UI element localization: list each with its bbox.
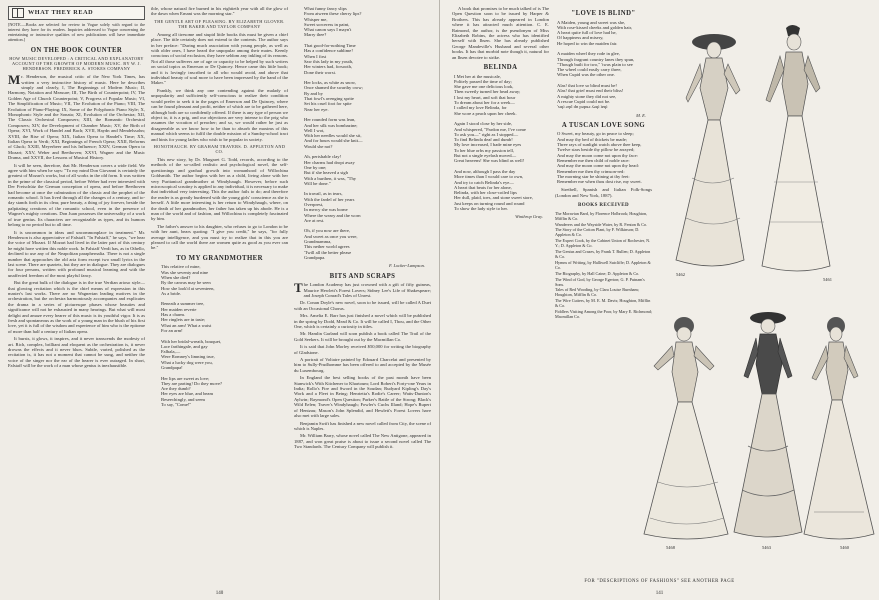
poem-line: Of happiness and misery, <box>557 35 604 41</box>
book-entry-heading: HOW MUSIC DEVELOPED : A CRITICAL AND EXPLANATORY ACCOUNT OF THE GROWTH OF MODERN MUSIC. BY W. J. HENDERSON. FREDERICK A. STOKES COMPANY <box>9 56 144 72</box>
fashion-illustration-5463 <box>728 306 808 544</box>
poem-line: That good-for-nothing Time <box>304 43 356 49</box>
review-paragraph: ible, whose natural fire burned in his eightieth year with all the glow of the dawn when Ernani was the morning star." <box>151 6 288 17</box>
poem-line: With her bridal-wreath, bouquet, <box>161 338 222 344</box>
review-paragraph: The father's answer to his daughter, who refuses to go to London to be with her aunt, bears quoting: "I give you credit," he says, "for fully average intelligence, and you must try to realize that in this you are pleased to call the world there are women quite as good as you ever can be." <box>151 223 288 251</box>
figure-number: 5462 <box>676 272 685 277</box>
poem-line: 'sıɥʇ ǝʞıl dn pǝpuǝ ʎǝɥʇ ʇɐɥʇ <box>557 104 608 110</box>
poem-line: What canon says I mayn't <box>304 27 352 33</box>
poem-line: By and by <box>304 90 323 96</box>
figure-number: 5461 <box>823 277 832 282</box>
news-paragraph: A book that promises to be much talked of is The Open Question soon to be issued by Harper & Brothers. This has already appeared in London where it has attracted much attention. C. E. Raimond, the author, is the pseudonym of Miss Elizabeth Robins, the actress who has identified herself with Ibsen. She has already published George Mandeville's Husband and several other books. It has that morbid note though it, natural for an Ibsen devotee to strike. <box>452 6 549 60</box>
right-columns <box>452 6 652 360</box>
poem-line: Done their worst. <box>304 69 337 75</box>
poem-line: When she died? <box>161 274 191 280</box>
poem-line: This relative of mine, <box>161 264 201 270</box>
poem-line: Set his cruel foot for spite <box>304 101 352 107</box>
review-paragraph: It will be seen, therefore, that Mr. Henderson covers a wide field. We agree with him when he says: "To my mind Don Giovanni is certainly the greatest of Mozart's works, but of all works in the old form. It was written in the prime of the classical period, before Weber had ever interested with Der Freischütz the German conception of opera, and before Beethoven had become at once the culmination of the classic and the prophet of the romantic school. It has lived through all the changes of a century, and to-day stands forth in its clear, pure beauty, a thing of joy forever, beside the palpitating creations of the romantic school, even in the presence of Wagner's mighty creations. Don Juan possesses the universality of a work of true genius. Its characters are recognizable as types, and its humors belong to no period but to all time. <box>8 162 145 228</box>
poem-line: I called my love Belinda, for <box>454 105 507 111</box>
poem-line: By the canvas may be seen <box>161 280 211 286</box>
poem-line: Her eyes are blue, and beam <box>161 391 214 397</box>
poem-line: Ah, perishable clay! <box>304 154 342 160</box>
fashion-illustration-5468 <box>640 312 732 544</box>
poem-line: Her lips are sweet as love; <box>161 375 210 381</box>
poem-line: To find Belinda deaf and dumb! <box>454 137 513 143</box>
book-list-item: The Wire Cutters, by M. E. M. Davis; Houghton, Mifflin & Co. <box>555 298 651 309</box>
book-entry-heading: THE GENTLE ART OF PLEASING. BY ELIZABETH GLOVER. THE BAKER AND TAYLOR COMPANY <box>154 18 285 29</box>
poem-line: A maiden wheel they rode in glee, <box>557 51 620 57</box>
poem-line: With her needles would she sit, <box>304 133 362 139</box>
poem-line: And her silk was bombazine; <box>304 122 358 128</box>
poem-line: Grandpapa! <box>161 364 183 370</box>
open-book-icon <box>12 8 24 18</box>
column-title: BITS AND SCRAPS <box>329 272 396 280</box>
poem-line: Through fragrant country lanes they spun, <box>557 56 635 62</box>
poem-line: But not a single eyelash moved— <box>454 153 517 159</box>
poem-line: Beseechingly, and seem <box>161 396 205 402</box>
poem-line: In mercy she was borne <box>304 207 348 213</box>
book-list-item: The Biography, by Hall Caine; D. Appleton & Co. <box>555 270 640 276</box>
book-list-item: Fiddlers Visiting Among the Poor, by Mary E. Richmond; Macmillan Co. <box>555 309 652 319</box>
poem-line: A Maiden, young and sweet was she, <box>557 19 626 25</box>
poem-line: Marry thee? <box>304 32 327 38</box>
section-header-title: WHAT THEY READ <box>28 9 94 17</box>
poem-title: A TUSCAN LOVE SONG <box>561 121 646 129</box>
poem-line: To show the lady style to her. <box>454 205 508 211</box>
book-list-item: The Genius and Crazes, by Frank T. Bullen; D. Appleton & Co. <box>555 249 651 259</box>
poem-line: A heart quite full of love had he, <box>557 30 617 36</box>
article-title: ON THE BOOK COUNTER <box>30 46 123 54</box>
section-header-box <box>8 6 145 20</box>
poem-title: TO MY GRANDMOTHER <box>176 254 263 262</box>
poem-line: Falbala,— <box>161 349 181 355</box>
poem-line: And now, although I pass the day <box>454 168 516 174</box>
poem-line: A rescue Cupid could not be. <box>557 98 611 104</box>
left-column-1 <box>8 6 145 586</box>
poem-line: Alas! that grief must end their bliss! <box>557 88 624 94</box>
illustrations-caption: FOR "DESCRIPTIONS OF FASHIONS" SEE ANOTHER PAGE <box>584 579 735 584</box>
poem-line: Her rounded form was lean, <box>304 117 356 123</box>
book-list-item: The Story of the Cotton Plant, by F. Wilkinson; D. Appleton & Co. <box>555 227 640 238</box>
poem-line: When Cupid was the other one. <box>557 72 615 78</box>
poem-belinda <box>454 74 549 212</box>
poem-line: Near her eye. <box>304 106 329 112</box>
poem-line: Politely passed the time of day; <box>454 78 512 84</box>
poem-line: To dream about her for a week— <box>454 100 515 106</box>
poem-line: Her ringlets are in taste; <box>161 317 206 323</box>
left-column-3 <box>294 6 431 586</box>
book-list-item: The Wind of God, by George Egerton; G. P. Putnam's Sons. <box>555 276 645 287</box>
poem-line: Alas! that love so blind must be! <box>557 83 617 89</box>
poem-signature: M. E. <box>636 112 646 118</box>
left-columns <box>8 6 431 586</box>
poem-line: Remember me then thy crimson-red: <box>557 168 625 174</box>
editor-note: [NOTE.—Books are selected for review in Vogue solely with regard to the interest they have for its readers. Inquiries addressed to Vogue concerning the entertaining or instructive qualities of new publications will have immediate attention.] <box>8 22 145 42</box>
poem-line: Sweet sorceress in paint, <box>304 21 350 27</box>
right-column-2 <box>555 6 652 360</box>
poem-line: I lost my heart, and soft that hour <box>454 94 516 100</box>
poem-line: Well I wot, <box>304 127 325 133</box>
poem-line: But if she heaved a sigh <box>304 170 349 176</box>
gown-figure-icon <box>728 306 808 544</box>
review-paragraph: Among all tiresome and stupid little books this must be given a chief place. The title certainly does not extend to the contents. The author says in her preface: "During much association with young people, as well as with older ones, I have heard the unpopular among their mates. Keenly conscious of social exclusion, they have seldom any inkling of its reasons. Not all those sufferers are of age or capacity to be helped by such writers on social topics as Emerson or De Quincey. Hence came this little book; and it is lovingly inscribed to all who would avoid, and above that individual beauty of soul more to have been impressed by the hand of the Maker." <box>151 31 288 86</box>
poem-line: She wore a peach upon her cheek. <box>454 110 517 116</box>
poem-line: And try to catch Belinda's eye— <box>454 179 514 185</box>
poem-line: And sweet as once you were, <box>304 233 358 239</box>
page-number: 141 <box>655 591 664 596</box>
poem-line: The morning star be shining at thy feet: <box>557 173 630 179</box>
poem-line: I Met her at the musicale, <box>454 73 501 79</box>
poem-line: My love increased, I bade mine eyes <box>454 142 522 148</box>
poem-line: A heart that beats for her alone, <box>454 184 512 190</box>
poem-line: And may thy bed of thickets be made; <box>557 136 628 142</box>
book-list-item: The Expert Cook, by the Cabinet Union of Rochester, N. Y.; D. Appleton & Co. <box>555 238 651 249</box>
poem-line: Again I stood close by her side, <box>454 121 513 127</box>
news-paragraph: A portrait of Voltaire painted by Edouard Charcelat and presented by him to Sully-Prudhomme has been offered to and accepted by the Musée du Luxembourg. <box>294 357 431 373</box>
poem-line: To her blue orbs my passion tell, <box>454 147 515 153</box>
book-list-item: Wanderers and the Wayside Water, by R. Fenton & Co. <box>555 221 648 227</box>
poem-line: Her dull, plaid, toes, and stone sweet store, <box>454 195 533 201</box>
poem-line: A mighty stone they did not see, <box>557 93 617 99</box>
poem-line: The wheel could easily carry three, <box>557 67 622 73</box>
poem-line: In travail, as in tears, <box>304 191 343 197</box>
poem-line: That fowl's avenging sprite <box>304 96 354 102</box>
figure-number: 5463 <box>762 545 771 550</box>
poem-line: And for hours would she knit— <box>304 138 363 144</box>
fashion-illustration-5460 <box>802 312 878 544</box>
poem-line: O Sweet, my beauty, go in peace to sleep; <box>557 131 634 137</box>
left-column-2 <box>151 6 288 586</box>
gown-figure-icon <box>640 312 732 544</box>
poem-line: Grandmamma, <box>304 239 332 245</box>
poem-line: To ask you—" right as I stopped— <box>454 131 519 137</box>
poem-line: With rose-kissed cheeks and golden hair, <box>557 24 633 30</box>
review-paragraph: But the great bulk of the dialogue is in the true Verdian arioso style—that glowing recitation which is the chief means of expression in this master's last works. There are no Wagnerian leading motives in the orchestration, but the orchestra harmoniously accompanies and explicates the drama in a series of picturesque phases whose beauties and significance will not be exhausted in many hearings. But what will most delight and amaze every hearer of this music is its youthful vigor. It is as fresh and spontaneous as the work of a young man in the blush of his first love, yet it is full of the wisdom and experience of him who is the epitome of more than half a century of Italian opera. <box>8 280 145 334</box>
poem-line: Her maiden reverie <box>161 306 197 312</box>
poem-line: Belinda, with her close-coiled lips <box>454 190 517 196</box>
news-paragraph: It is said that John Morley received $50,000 for writing the biography of Gladstone. <box>294 344 431 355</box>
figure-number: 5460 <box>840 545 849 550</box>
poem-line: And may the moon come not upon thy head: <box>557 163 639 169</box>
poem-line: He hoped to win the maiden fair. <box>557 40 618 46</box>
poem-line: How she look'd at seventeen, <box>161 285 215 291</box>
poem-line: Will be done." <box>304 180 331 186</box>
poem-line: Just keeps on turning round and round <box>454 200 525 206</box>
poem-line: Where the weary and the worn <box>304 212 361 218</box>
poem-title: "LOVE IS BLIND" <box>571 10 636 17</box>
poem-line: Oh, if you now are there, <box>304 228 351 234</box>
poem-line: Would she not? <box>304 143 333 149</box>
poem-line: Saw this lady in my youth, <box>304 58 354 64</box>
poem-line: Her charms had dropt away <box>304 159 355 165</box>
poem-line: As a bride. <box>161 290 182 296</box>
poem-line: 'Twill all the better please <box>304 249 352 255</box>
poem-tuscan-love-song <box>557 131 652 184</box>
poem-line: They are parting! Do they move? <box>161 380 223 386</box>
poem-line: Twelve stars beside thy pillow be arrayed; <box>557 147 635 153</box>
poem-grandmother <box>161 264 288 407</box>
poem-line: What an arm! What a waist <box>161 322 212 328</box>
book-list-item: The Moravian Bard, by Florence Holbrook; Houghton, Mifflin & Co. <box>555 210 648 221</box>
poem-line: More times than I would care to own, <box>454 174 524 180</box>
poem-line: Are they dumb? <box>161 386 191 392</box>
poem-line: From atween these cherry lips? <box>304 11 362 17</box>
poem-line: For an arm! <box>161 327 183 333</box>
poem-line: With a burthen, it was, "Thy <box>304 175 357 181</box>
poem-line: Remember me when thou dost rise, my sweet. <box>557 179 642 185</box>
poem-line: Then sweetly turned her head away; <box>454 89 521 95</box>
news-paragraph: Mrs. Amelia E. Barr has just finished a novel which will be published in the spring by Dodd, Mead & Co. It will be called I, Thou, and the Other One, which is certainly a curiosity in titles. <box>294 313 431 329</box>
book-entry-heading: HONOTHAUCH. BY GRAHAM TRAVERS. D. APPLETON AND CO. <box>153 143 286 154</box>
poem-line: And may the moon come not upon thy face: <box>557 152 638 158</box>
poem-line: When I first <box>304 53 327 59</box>
review-paragraph: This new story, by Dr. Margaret G. Todd, records, according to the methods of the so-called realistic and psychological novel, the self-questionings and gradual growth into womanhood of Willochina Goldsmith. The author begins with her as a child, living alone with her very Puritanical grandmother at Windyhaugh. However, before such microscopical scrutiny is applied to any individual, it is necessary to make that individual very interesting. This the author fails to do; and therefore the reader is as greatly burdened with the young girls' conscience as she is herself. A little more interesting is her return to Windyhaugh, where, on the death of her grandmother, her father has taken up his abode. He is a man of the world and of fashion, and Willochina is completely fascinated by him. <box>151 156 288 222</box>
poem-line: Lace farthingale, and gay <box>161 343 208 349</box>
poem-line: Once shamed the swarthy crow; <box>304 85 363 91</box>
books-received-list <box>555 212 652 320</box>
news-paragraph: Benjamin Swift has finished a new novel called from City, the scene of which is Naples. <box>294 420 431 431</box>
page-number: 140 <box>215 591 224 596</box>
poem-line: What a lucky dog were you, <box>161 359 213 365</box>
poem-line: Her winters had, forsooth, <box>304 64 353 70</box>
poem-line: This nether world agrees <box>304 244 350 250</box>
source-note: Stretbell, Spanish and Italian Folk-Songs (London and New York, 1887). <box>555 187 652 198</box>
review-paragraph: Mr. Henderson, the musical critic of the New York Times, has written a very instructive history of music. Here he describes simply and clearly, I, The Beginnings of Modern Music; II, Harmony, Notation and Measure; III, The Birth of Counterpoint; IV, The Golden Age of Church Counterpoint; V, Progress of Popular Music; VI, The Simplification of Music; VII, The Evolution of the Piano; VIII, The Evolution of Piano-Playing; IX, Some of the Polyphonic Piano Style; X, Monophonic Style and the Sonata; XI, Evolution of the Orchestra; XII, The Classic Orchestral Composers; XIII, the Romantic Orchestral Composers; XIV, the Development of Chamber Music; XV, the Birth of Opera; XVI, Work of Handel and Bach; XVII, Haydn and Mendelssohn; XVIII, the Rise of Opera; XIX, Italian Opera to Handel's Time; XX, Italian Opera to Verdi; XXI, Beginnings of French Opera; XXII, Reforms of Gluck; XXIII, Meyerbeer and his Influence; XXIV, German Opera to Mozart; XXV, Weber and Beethoven; XXVI, Wagner and the Music Drama, and XXVII, the Lessons of Musical History. <box>8 72 145 161</box>
poem-line: Are at rest. <box>304 217 325 223</box>
fashion-illustration-5461 <box>758 22 838 278</box>
poem-line: To say, "Come!" <box>161 402 192 408</box>
poem-line: Has a charm. <box>161 312 186 318</box>
poem-line: Was she seventy and nine <box>161 269 209 275</box>
poem-grandmother-continued <box>304 6 431 260</box>
poem-line: With the fardel of her years <box>304 196 355 202</box>
news-paragraph: In England the best selling books of the past month have been Stanwick's With Kitchener to Khartoum; Lord Robert's Forty-one Years in India; Rollo's Fire and Sword in the Soudan; Rudyard Kipling's Day's Work and a Fleet in Being; Henrietta's Rodie's Career; Watts-Dunton's Aylwin; Raymond's Open Question; Parker's Battle of the Strong; Black's Wild Eelen; Traver's Windyhaugh; Fowler's Cuchs Illand; Hope's Rupert of Hentzau; Mason's John Splendid, and Hewlett's Forest Lovers have also met with large sales. <box>294 375 431 419</box>
poem-line: And whispered, "Pardon me, I've come <box>454 126 526 132</box>
news-paragraph: The London Academy has just crowned with a gift of fifty guineas, Maurice Hewlett's Forest Lovers; Sidney Lee's Life of Shakespeare; and Joseph Conrad's Tales of Unrest. <box>294 280 431 298</box>
poem-signature: F. Locker-Lampson. <box>389 263 425 269</box>
poem-love-is-blind <box>557 20 652 110</box>
gown-figure-icon <box>802 312 878 544</box>
poem-line: Overprest, <box>304 201 324 207</box>
review-paragraph: It bursts, it glows, it inspires, and it never transcends the modesty of art. Rich, complex, brilliant and eloquent as the orchestration is, it never drowns the effects and it never blurs. Subtle, varied, polished as the recitation is, it has not a moment that cannot be sung, and neither the voice of the singer nor the ear of the hearer is ever outraged. In short, Falstaff will be the work of a man whose genius is inexhaustible. <box>8 336 145 369</box>
gown-figure-icon <box>662 28 758 273</box>
poem-line: She gave me one delicious look, <box>454 84 514 90</box>
poem-line: Three rays of sunlight watch above thee keep, <box>557 142 642 148</box>
book-list-item: Tales of Red Wooding, by Clara Louise Burnham; Houghton, Mifflin & Co. <box>555 287 639 298</box>
book-list-item: Hymns of Writing, by Halliwell Sutcliffe; D. Appleton & Co. <box>555 259 651 270</box>
poem-line: Great heavens! She was blind as well! <box>454 158 525 164</box>
news-paragraph: Mr. William Barry, whose novel called The New Antigone, appeared in 1887, and won great praise is about to issue a second novel called The Two Standards. The Century Company will publish it. <box>294 433 431 450</box>
fashion-illustration-5462 <box>662 28 758 273</box>
poem-line: Her locks, as white as snow, <box>304 80 356 86</box>
poem-line: One by one; <box>304 164 327 170</box>
poem-line: Has a confidence sublime! <box>304 48 353 54</box>
books-received-title: BOOKS RECEIVED <box>577 203 630 209</box>
news-paragraph: Dr. Conan Doyle's new novel, soon to be issued, will be called A Duet with an Occasional Chorus. <box>294 300 431 311</box>
poem-signature: Winthrop Gray. <box>515 214 543 220</box>
poem-line: "Though built for two," 'twas plain to see <box>557 61 633 67</box>
poem-line: Whisper me, <box>304 16 328 22</box>
news-paragraph: Mr. Hamlin Garland will soon publish a book called The Trail of the Gold Seekers. It will be brought out by the Macmillan Co. <box>294 331 431 342</box>
review-paragraph: Frankly, we think any one contending against the malady of unpopularity and sufficiently self-conscious to realize their condition would prefer to seek it in the pages of Emerson and De Quincey, where can be found pleasant and profit, neither of which are to be gathered here, although both are so confidently offered. If there is any type of person we object to, it is a prig, and our objections are very intense to the prig who assumes the vocation of preacher; and so, we would rather be just as disagreeable as we know how to be than to absorb the maxims of this manual which seems to fulfil the double mission of a Sunday-school tract and hints for young ladies who wish to be popular in society. <box>151 87 288 142</box>
right-page <box>440 0 879 600</box>
right-column-1 <box>452 6 549 360</box>
poem-line: What funny fancy slips <box>304 6 347 11</box>
figure-number: 5468 <box>666 545 675 550</box>
poem-line: Grandpapa. <box>304 254 326 260</box>
poem-line: Beneath a summer tree, <box>161 301 205 307</box>
review-paragraph: It is uncommon in ideas and uncommonplace in treatment." Mr. Henderson is also appreciative of Falstaff. "In Falstaff," he says, "we hear the voice of Mozart. If Mozart had lived in the latter part of this century he might have written this noble work. In Falstaff Verdi has, as in Othello, declined to use any of the Neapolitan paraphernalia. There is not a single number that approaches the old aria form except two small lyrics in the last scene. There are quartets, but they are in dialogue. They are dialogues for four persons, written with profound musical learning and with the unaffected freedom of the most playful fancy. <box>8 229 145 278</box>
gown-figure-icon <box>758 22 838 278</box>
poem-line: Remember me then child of noble race: <box>557 157 630 163</box>
poem-title: BELINDA <box>483 64 518 72</box>
poem-line: Were Romney's limning true, <box>161 354 215 360</box>
